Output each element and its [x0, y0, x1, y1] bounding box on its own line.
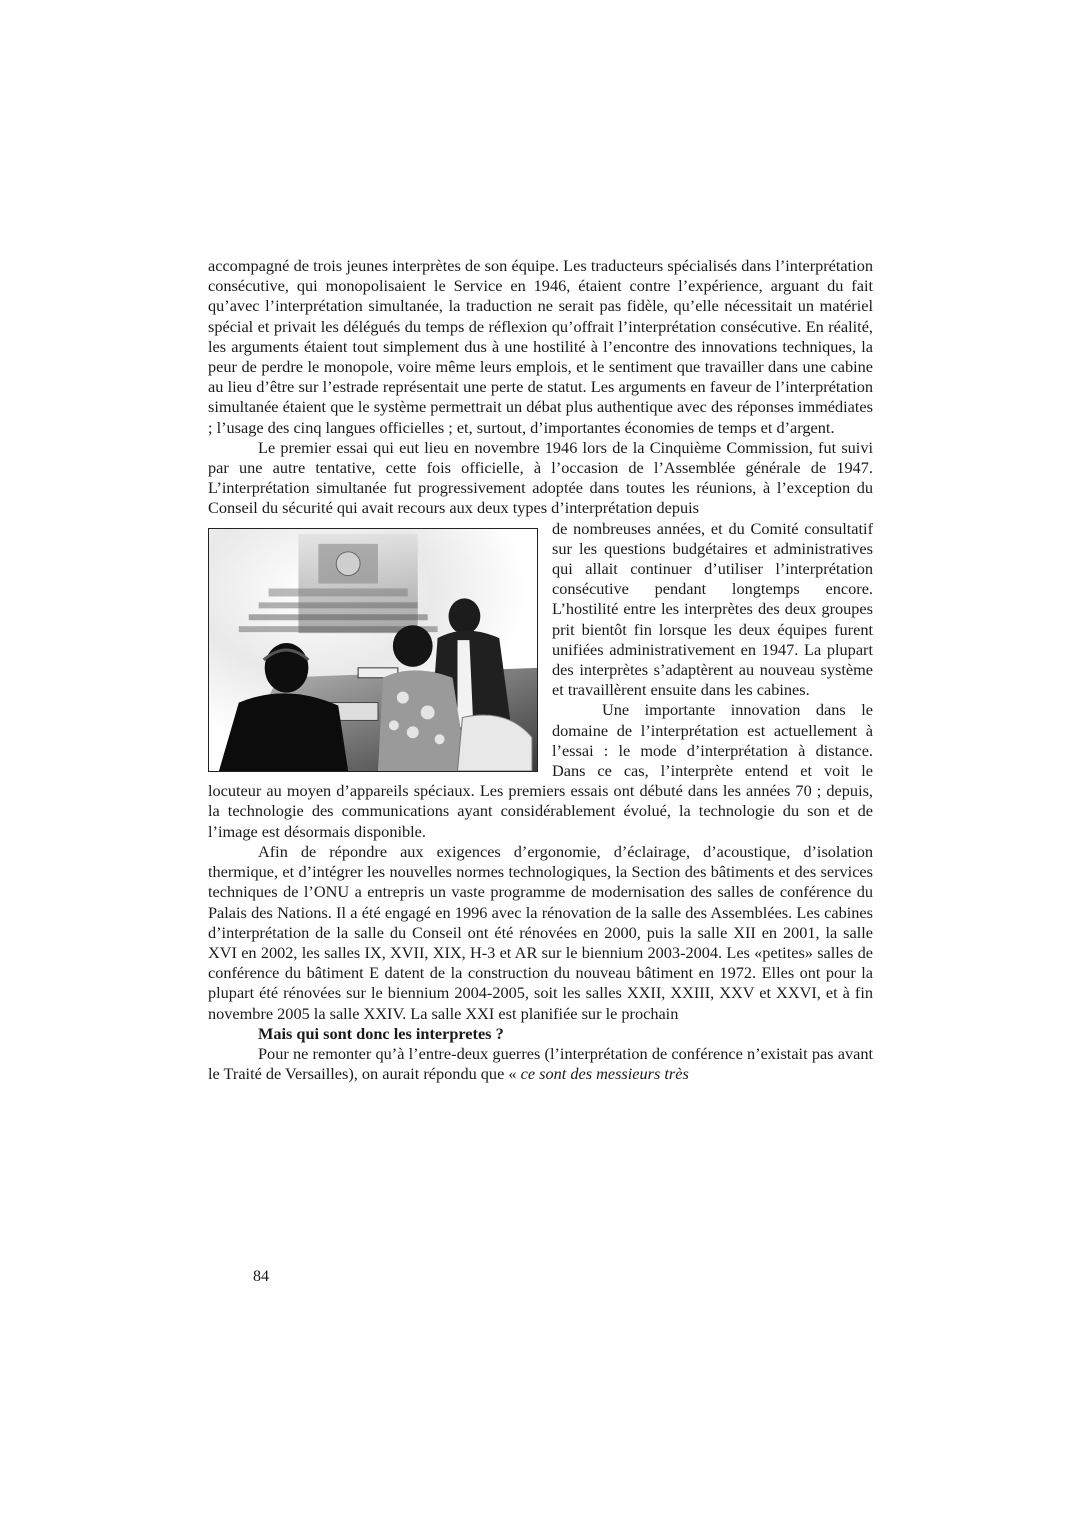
- page-body: [208, 256, 873, 1084]
- photo-illustration: [209, 529, 537, 771]
- paragraph-5: [208, 1044, 873, 1084]
- page-number: 84: [253, 1268, 269, 1285]
- paragraph-5-italic: ce sont des messieurs très: [520, 1064, 689, 1084]
- interpreters-booth-photo: [208, 528, 538, 772]
- section-heading: Mais qui sont donc les interpretes ?: [258, 1023, 504, 1043]
- paragraph-4: Afin de répondre aux exigences d’ergonomie, d’éclairage, d’acoustique, d’isolation thermique, et d’intégrer les nouvelles normes technologiques, la Section des bâtiments et des services techniques de l’ONU a entrepris un vaste programme de modernisation des salles de conférence du Palais des Nations. Il a été engagé en 1996 avec la rénovation de la salle des Assemblées. Les cabines d’interprétation de la salle du Conseil ont été rénovées en 2000, puis la salle XII en 2001, la salle XVI en 2002, les salles IX, XVII, XIX, H-3 et AR sur le biennium 2003-2004. Les «petites» salles de conférence du bâtiment E datent de la construction du nouveau bâtiment en 1972. Elles ont pour la plupart été rénovées sur le biennium 2004-2005, soit les salles XXII, XXIII, XXV et XXVI, et à fin novembre 2005 la salle XXIV. La salle XXI est planifiée sur le prochain: [208, 841, 873, 1023]
- paragraph-2-wrap: de nombreuses années, et du Comité consultatif sur les questions budgétaires et administratives qui allait continuer d’utiliser l’interprétation consécutive pendant longtemps encore. L’hostilité entre les interprètes des deux groupes prit bientôt fin lorsque les deux équipes furent unifiées administrativement en 1947. La plupart des interprètes s’adaptèrent au nouveau système et travaillèrent ensuite dans les cabines.: [552, 518, 873, 700]
- paragraph-5-text: Pour ne remonter qu’à l’entre-deux guerres (l’interprétation de conférence n’existait pas avant le Traité de Versailles), on aurait répondu que «: [208, 1043, 873, 1084]
- paragraph-3: Une importante innovation dans le domaine de l’interprétation est actuellement à l’essai : le mode d’interprétation à distance. Dans ce cas, l’interprète entend et voit le locuteur au moyen d’appareils spéciaux. Les premiers essais ont débuté dans les années 70 ; depuis, la technologie des communications ayant considérablement évolué, la technologie du son et de l’image est désormais disponible.: [208, 700, 873, 841]
- paragraph-1: accompagné de trois jeunes interprètes de son équipe. Les traducteurs spécialisés dans l’interprétation consécutive, qui monopolisaient le Service en 1946, étaient contre l’expérience, arguant du fait qu’avec l’interprétation simultanée, la traduction ne serait pas fidèle, qu’elle nécessitait un matériel spécial et privait les délégués du temps de réflexion qu’offrait l’interprétation consécutive. En réalité, les arguments étaient tout simplement dus à une hostilité à l’encontre des innovations techniques, la peur de perdre le monopole, voire même leurs emplois, et le sentiment que travailler dans une cabine au lieu d’être sur l’estrade représentait une perte de statut. Les arguments en faveur de l’interprétation simultanée étaient que le système permettrait un débat plus authentique avec des réponses immédiates ; l’usage des cinq langues officielles ; et, surtout, d’importantes économies de temps et d’argent.: [208, 256, 873, 437]
- paragraph-2-top: Le premier essai qui eut lieu en novembre 1946 lors de la Cinquième Commission, fut suivi par une autre tentative, cette fois officielle, à l’occasion de l’Assemblée générale de 1947. L’interprétation simultanée fut progressivement adoptée dans toutes les réunions, à l’exception du Conseil du sécurité qui avait recours aux deux types d’interprétation depuis: [208, 437, 873, 518]
